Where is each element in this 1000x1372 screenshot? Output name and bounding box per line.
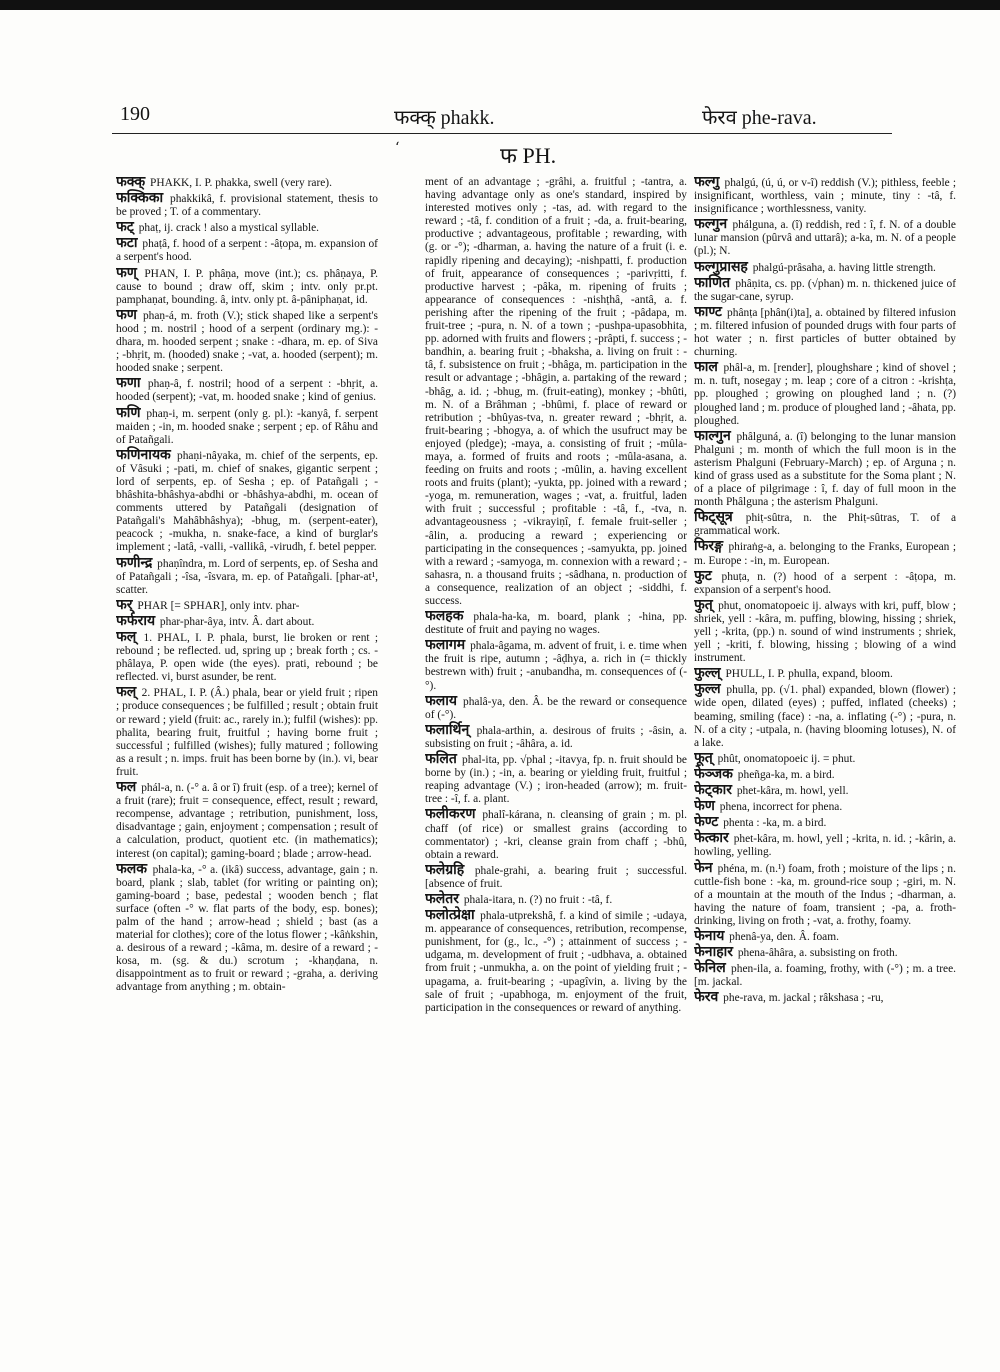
- entry-headword: फलेतर: [425, 890, 459, 907]
- column-1: [116, 176, 378, 1266]
- dictionary-entry: [694, 176, 956, 216]
- dictionary-entry: [694, 361, 956, 427]
- entry-definition: phenâ-ya, den. Â. foam.: [729, 930, 839, 943]
- entry-headword: फक्किका: [116, 190, 164, 207]
- dictionary-entry: [694, 303, 956, 359]
- dictionary-entry: [425, 909, 687, 1015]
- entry-definition: phalâ-ya, den. Â. be the reward or consequence of (-°).: [425, 695, 687, 721]
- entry-headword: फिरङ्ग: [694, 538, 724, 555]
- dictionary-entry: [116, 306, 378, 375]
- dictionary-entry: [116, 860, 378, 995]
- entry-headword: फलेग्रहि: [425, 861, 465, 878]
- entry-headword: फेन: [694, 859, 713, 876]
- dictionary-entry: [116, 554, 378, 597]
- entry-headword: फणि: [116, 404, 141, 421]
- entry-headword: फर्: [116, 596, 133, 613]
- dictionary-entry: [116, 237, 378, 264]
- entry-headword: फेत्कार: [694, 830, 729, 847]
- entry-definition: phâlguná, a. (î) belonging to the lunar mansion Phalguni ; m. month of which the full moon is in the asterism Phalguni (February-March) ; ep. of Arguna ; n. kind of grass used as a substitute for the Soma plant ; N. of a place of pilgrimage : î, f. day of full moon in the month Phâlguna ; the asterism Phalguni.: [694, 430, 956, 509]
- page-header: [112, 103, 892, 133]
- entry-definition: phaṭâ, f. hood of a serpent : -âṭopa, m. expansion of a serpent's hood.: [116, 238, 378, 264]
- entry-headword: फल्गुन: [694, 216, 728, 233]
- dictionary-entry: [694, 427, 956, 510]
- entry-definition: phena, incorrect for phena.: [719, 801, 843, 814]
- entry-definition: phânṭa [phân(i)ta], a. obtained by filtered infusion ; m. filtered infusion of pounded drugs with four parts of hot water ; n. first particles of butter obtained by churning.: [694, 306, 956, 359]
- entry-definition: phenta : -ka, m. a bird.: [723, 817, 827, 830]
- dictionary-entry: [694, 274, 956, 304]
- entry-definition: phar-phar-âya, intv. Â. dart about.: [159, 615, 315, 628]
- entry-headword: फलक: [116, 860, 148, 877]
- dictionary-entry: [694, 749, 956, 766]
- entry-definition: PHAKK, I. P. phakka, swell (very rare).: [150, 177, 332, 189]
- entry-headword: फटा: [116, 235, 138, 252]
- scan-edge: [0, 0, 1000, 10]
- entry-headword: फलागम: [425, 637, 466, 654]
- entry-definition: ment of an advantage ; -grâhi, a. fruitful ; -tantra, a. having advantage only as one's standard, inspired by interested motives only ; -tas, ad. with regard to the reward ; -tâ, f. condition of a fruit ; -da, a. fruit-bearing, productive ; advantageous, profitable ; rewarding, with (g. or -°); -dharman, a. having the nature of a fruit (i. e. rapidly ripening and decaying); -nishpatti, f. production of fruit, appearance of consequences ; -parivṛitti, f. productive harvest ; -pâka, m. ripening of fruits ; appearance of consequences : -nishṭhâ, -antâ, a. f. perishing after the ripening of the fruit ; -pâdapa, m. fruit-tree ; -pura, n. N. of a town ; -pushpa-upasobhita, pp. adorned with fruits and flowers ; -prâpti, f. success ; -bandhin, a. bearing fruit ; -bhaksha, a. living on fruit : -tâ, f. subsistence on fruit ; -bhâga, m. participation in the result or advantage ; -bhâgin, a. partaking of the reward ; -bhâg, a. id. ; -bhug, m. (fruit-eating), monkey ; -bhûti, m. N. of a Brâhman ; -bhûmi, f. place of reward or retribution ; -bhûyas-tva, n. greater reward ; -bhṛit, a. fruit-bearing ; -bhogya, a. of which the usufruct may be enjoyed (pledge); -maya, a. consisting of fruit ; -mûla-maya, a. formed of fruits and roots ; -mûla-asana, a. feeding on fruits and roots ; -mûlin, a. having excellent roots and fruits (plant); -yukta, pp. joined with a reward ; -yoga, m. remuneration, wages ; -vat, a. fruitful, laden with fruit ; successful ; profitable : -tâ, f., -tva, n. advantageousness ; -vikrayiṇî, f. female fruit-seller ; -âlin, a. producing a reward ; experiencing or participating in the consequences ; -samyukta, pp. joined with a reward ; -samyoga, m. connexion with a reward ; -sahasra, n. a thousand fruits ; -sâdhana, n. production of a consequence, realization of an object ; -siddhi, f. success.: [425, 176, 687, 607]
- dictionary-entry: [694, 832, 956, 859]
- entry-headword: फाल्गुन: [694, 427, 731, 444]
- entry-headword: फाणित: [694, 274, 731, 291]
- entry-headword: फेनिल: [694, 960, 726, 977]
- dictionary-entry: [116, 781, 378, 861]
- entry-definition: pheñga-ka, m. a bird.: [737, 768, 835, 781]
- entry-headword: फुल्ल: [694, 681, 721, 698]
- entry-definition: phaṇi-nâyaka, m. chief of the serpents, ep. of Vâsuki ; -pati, m. chief of snakes, gigantic serpent ; lord of serpents, ep. of Sesha ; ep. of Patañgali ; -bhâshita-bhâshya-abdhi or -bhâshya-abdhi, m. ocean of comments uttered by Patañgali (designation of Patañgali's Mahâbhâshya); -bhug, m. (serpent-eater), peacock ; -mukha, n. snake-face, a kind of burglar's implement ; -latâ, -valli, -vallikâ, -virudh, f. betel pepper.: [116, 449, 378, 554]
- entry-headword: फेनाहार: [694, 944, 733, 961]
- entry-headword: फल्गुप्रासह: [694, 258, 748, 275]
- entry-headword: फुट: [694, 567, 712, 584]
- entry-definition: phâṇita, cs. pp. (√phan) m. n. thickened juice of the sugar-cane, syrup.: [694, 277, 956, 303]
- entry-definition: PHAN, I. P. phâṇa, move (int.); cs. phâṇaya, P. cause to bound ; draw off, skim ; intv. only pr.pt. pamphaṇat, bounding. â, intv. only pt. â-pâniphaṇat, id.: [116, 267, 378, 306]
- dictionary-entry: [116, 264, 378, 307]
- header-rule: [112, 133, 892, 134]
- dictionary-entry: [425, 692, 687, 722]
- dictionary-entry: [694, 859, 956, 928]
- entry-definition: phala-ha-ka, m. board, plank ; -hina, pp. destitute of fruit and paying no wages.: [425, 611, 687, 637]
- dictionary-entry: [116, 221, 378, 235]
- entry-headword: फलोत्प्रेक्षा: [425, 907, 475, 924]
- dictionary-entry: [694, 784, 956, 798]
- header-right-guide-word: फेरव phe-rava.: [702, 107, 817, 129]
- dictionary-entry: [116, 176, 378, 190]
- entry-definition: phet-kâra, m. howl, yell.: [736, 785, 849, 798]
- entry-definition: 2. PHAL, I. P. (Â.) phala, bear or yield fruit ; ripen ; produce consequences ; be fulfilled ; result ; obtain fruit or reward ; yield (fruit: ac., rarely in.); fulfil (wishes): pp. phalita, bearing fruit, fruitful ; having borne fruit ; successful ; fulfilled (wishes); fully matured ; following as a result ; n. imps. fruit has been borne by (in.). vi, bear fruit.: [116, 687, 378, 778]
- entry-definition: PHAR [= SPHAR], only intv. phar-: [137, 599, 300, 612]
- section-heading: फ PH.: [500, 143, 557, 168]
- entry-definition: phut, onomatopoeic ij. always with kri, puff, blow ; shriek, yell : -kâra, m. puffing, blowing, hissing ; shriek, yell ; -krita, (pp.) n. sound of wind instruments ; shriek, yell ; -kriti, f. blowing, hissing ; blowing of a wind instrument.: [694, 599, 956, 665]
- entry-headword: फल: [116, 779, 137, 796]
- dictionary-entry: [116, 686, 378, 779]
- entry-definition: phaṭ, ij. crack ! also a mystical syllable.: [138, 222, 320, 235]
- entry-headword: फेण्ट: [694, 814, 719, 831]
- entry-headword: फेट्कार: [694, 782, 732, 799]
- entry-headword: फर्फराय: [116, 612, 156, 629]
- dictionary-entry: [694, 765, 956, 782]
- entry-definition: phaṇ-á, m. froth (V.); stick shaped like a serpent's hood ; m. nostril ; hood of a serpent (ordinary mg.): -dhara, m. hooded serpent ; snake : -dhara, m. ep. of Siva ; -bhṛit, m. (hooded) snake ; -vat, a. hooded (serpent); m. hooded snake ; serpent.: [116, 309, 378, 375]
- dictionary-entry: [116, 631, 378, 684]
- dictionary-entry: [116, 612, 378, 629]
- entry-headword: फण्: [116, 264, 137, 281]
- entry-headword: फाण्ट: [694, 303, 722, 320]
- dictionary-entry: [694, 816, 956, 830]
- dictionary-entry: [425, 753, 687, 806]
- entry-headword: फल्: [116, 684, 137, 701]
- column-2: [425, 176, 687, 1266]
- dictionary-entry: [425, 610, 687, 637]
- entry-definition: phala-utprekshâ, f. a kind of simile ; -udaya, m. appearance of consequences, retribution, recompense, punishment, for (g., lc., -°) ; attainment of success ; -udgama, m. development of fruit ; -udbhava, a. obtained from fruit ; -unmukha, a. on the point of yielding fruit ; -upagama, a. fruit-bearing ; -upagîvin, a. living by the sale of fruit ; -upabhoga, m. enjoyment of the fruit, participation in the consequences or reward of anything.: [425, 910, 687, 1014]
- dictionary-entry: [694, 218, 956, 258]
- entry-headword: फेण: [694, 798, 715, 815]
- entry-headword: फल्गु: [694, 176, 720, 190]
- entry-definition: phala-âgama, m. advent of fruit, i. e. time when the fruit is ripe, autumn ; -âḍhya, a. rich in (= thickly bestrewn with) fruit ; -anubandha, m. consequences of (-°).: [425, 640, 687, 692]
- entry-definition: phalî-kárana, n. cleansing of grain ; m. pl. chaff (of rice) or smallest grains (according to commentator) ; -kri, cleanse grain from chaff ; -bhû, obtain a reward.: [425, 809, 687, 861]
- entry-headword: फल्: [116, 629, 137, 645]
- entry-headword: फिट्सूत्र: [694, 509, 733, 526]
- dictionary-entry: [116, 446, 378, 555]
- entry-definition: phâl-a, m. [render], ploughshare ; kind of shovel ; m. n. tuft, nosegay ; m. leap ; core of a citron : -krishṭa, pp. ploughed ; growing on ploughed land ; n. (?) ploughed land ; m. produce of ploughed land ; -âhata, pp. ploughed.: [694, 362, 956, 427]
- entry-headword: फेनाय: [694, 927, 725, 944]
- dictionary-entry: [425, 639, 687, 692]
- entry-headword: फलार्थिन्: [425, 721, 470, 738]
- entry-headword: फलित: [425, 751, 457, 768]
- entry-definition: phena-âhâra, a. subsisting on froth.: [737, 947, 898, 960]
- entry-definition: phala-arthin, a. desirous of fruits ; -âsin, a. subsisting on fruit ; -âhâra, a. id.: [425, 724, 687, 750]
- entry-headword: फणीन्द्र: [116, 554, 153, 571]
- entry-headword: फण: [116, 306, 137, 323]
- entry-definition: phaṇ-â, f. nostril; hood of a serpent : -bhṛit, a. hooded (serpent); -vat, m. hooded snake ; kind of genius.: [116, 378, 378, 404]
- header-left-guide-word: फक्क् phakk.: [394, 107, 495, 129]
- entry-definition: PHULL, I. P. phulla, expand, bloom.: [725, 668, 893, 681]
- entry-headword: फाल: [694, 359, 718, 376]
- dictionary-entry: [694, 258, 956, 275]
- entry-definition: phiṭ-sûtra, n. the Phiṭ-sûtras, T. of a grammatical work.: [694, 512, 956, 538]
- dictionary-entry: [694, 991, 956, 1005]
- entry-headword: फलीकरण: [425, 806, 476, 823]
- dictionary-entry: [694, 800, 956, 814]
- dictionary-entry: [425, 890, 687, 907]
- entry-headword: फूत्: [694, 749, 713, 766]
- entry-definition: phet-kâra, m. howl, yell ; -krita, n. id. ; -kârin, a. howling, yelling.: [694, 833, 956, 859]
- dictionary-entry: [694, 927, 956, 944]
- dictionary-entry: [116, 596, 378, 613]
- entry-definition: phût, onomatopoeic ij. = phut.: [717, 752, 856, 765]
- entry-definition: phakkikâ, f. provisional statement, thesis to be proved ; T. of a commentary.: [116, 193, 378, 219]
- entry-definition: phale-grahi, a. bearing fruit ; successful. [absence of fruit.: [425, 864, 687, 890]
- entry-definition: phálguna, a. (î) reddish, red : î, f. N. of a double lunar mansion (pûrvâ and uttarâ); a-ka, m. N. of a people (pl.); N.: [694, 219, 956, 258]
- dictionary-entry: [116, 192, 378, 219]
- entry-headword: फेरव: [694, 989, 719, 1006]
- entry-definition: phalgú-prâsaha, a. having little strength.: [752, 261, 936, 274]
- entry-definition: phiraṅg-a, a. belonging to the Franks, European ; m. Europe : -in, m. European.: [694, 541, 956, 567]
- entry-headword: फणा: [116, 375, 141, 392]
- dictionary-entry: [425, 176, 687, 608]
- entry-definition: phuṭa, n. (?) hood of a serpent : -âṭopa, m. expansion of a serpent's hood.: [694, 570, 956, 596]
- entry-definition: 1. PHAL, I. P. phala, burst, lie broken or rent ; rebound ; be reflected. ud, spring up ; break forth ; cs. -phâlaya, P. open wide (the eyes). prati, rebound ; be reflected. vi, burst asunder, be rent.: [116, 632, 378, 684]
- entry-definition: phal-ita, pp. √phal ; -itavya, fp. n. fruit should be borne by (in.) ; -in, a. bearing or yielding fruit, fruitful ; reaping advantage (V.) ; iron-headed (arrow); m. fruit-tree : -î, f. a. plant.: [425, 754, 687, 806]
- dictionary-entry: [694, 962, 956, 989]
- dictionary-entry: [694, 683, 956, 749]
- entry-definition: phe-rava, m. jackal ; râkshasa ; -ru,: [723, 992, 884, 1005]
- dictionary-entry: [425, 721, 687, 751]
- entry-definition: phulla, pp. (√1. phal) expanded, blown (flower) ; wide open, dilated (eyes) ; puffed, inflated (cheeks) ; beaming, smiling (face) : -na, a. inflating (-°) ; -pura, n. N. of a city ; -utpala, n. (having blooming lotuses), N. of a lake.: [694, 684, 956, 749]
- entry-headword: फलहक: [425, 608, 464, 625]
- dictionary-entry: [425, 808, 687, 861]
- dictionary-entry: [694, 511, 956, 538]
- entry-headword: फट्: [116, 219, 134, 236]
- entry-headword: फेञ्जक: [694, 765, 733, 782]
- entry-definition: phen-ila, a. foaming, frothy, with (-°) ; m. a tree. [m. jackal.: [694, 963, 956, 989]
- tick-mark: ʻ: [395, 140, 400, 156]
- entry-headword: फलाय: [425, 692, 458, 709]
- dictionary-entry: [694, 667, 956, 681]
- entry-definition: phala-ka, -° a. (ikâ) success, advantage, gain ; n. board, plank ; slab, tablet (for writing or painting on); gaming-board ; base, pedestal ; wooden bench ; flat surface (often -° w. flat parts of the body, esp. bones); palm of the hand ; arrow-head ; shield ; bast (as a material for clothes); core of the lotus flower ; -kâṅkshin, a. desirous of a reward ; -kâma, m. desire of a reward ; -kosa, m. (sg. & du.) scrotum ; -khaṇḍana, n. disappointment as to fruit or reward ; -graha, a. deriving advantage from anything ; m. obtain-: [116, 863, 378, 994]
- entry-headword: फक्क्: [116, 176, 146, 190]
- entry-definition: phaṇîndra, m. Lord of serpents, ep. of Sesha and of Patañgali ; -îsa, -îsvara, m. ep. of Patañgali. [phar-at¹, scatter.: [116, 557, 378, 596]
- entry-definition: phál-a, n. (-° a. â or î) fruit (esp. of a tree); kernel of a fruit (rare); fruit = consequence, effect, result ; reward, recompense, advantage ; retribution, punishment, loss, disadvantage ; gain, enjoyment ; compensation ; result of a calculation, product, quotient etc. (in mathematics); interest (on capital); gaming-board ; blade ; arrow-head.: [116, 782, 378, 860]
- dictionary-entry: [425, 861, 687, 891]
- entry-definition: phéna, m. (n.¹) foam, froth ; moisture of the lips ; n. cuttle-fish bone : -ka, m. ground-rice soup ; -giri, m. N. of a mountain at the mouth of the Indus ; -dharman, a. having the nature of foam, transient ; -pa, a. froth-drinking, living on froth ; -vat, a. frothy, foamy.: [694, 862, 956, 927]
- dictionary-entry: [116, 404, 378, 447]
- entry-headword: फुत्: [694, 596, 713, 613]
- entry-headword: फणिनायक: [116, 446, 171, 463]
- dictionary-entry: [694, 946, 956, 960]
- dictionary-entry: [694, 596, 956, 665]
- entry-definition: phaṇ-i, m. serpent (only g. pl.): -kanyâ, f. serpent maiden ; -in, m. hooded snake ; serpent ; ep. of Râhu and of Patañgali.: [116, 407, 378, 446]
- dictionary-entry: [694, 540, 956, 567]
- page-number: 190: [120, 103, 150, 125]
- dictionary-entry: [116, 377, 378, 404]
- dictionary-entry: [694, 567, 956, 597]
- entry-headword: फुल्ल्: [694, 665, 721, 682]
- entry-definition: phala-itara, n. (?) no fruit : -tâ, f.: [463, 893, 613, 906]
- entry-definition: phalgú, (ú, ú, or v-î) reddish (V.); pithless, feeble ; insignificant, worthless, vain ; minute, tiny : -tâ, f. insignificance ; worthlessness, vanity.: [694, 177, 956, 216]
- column-3: [694, 176, 956, 1266]
